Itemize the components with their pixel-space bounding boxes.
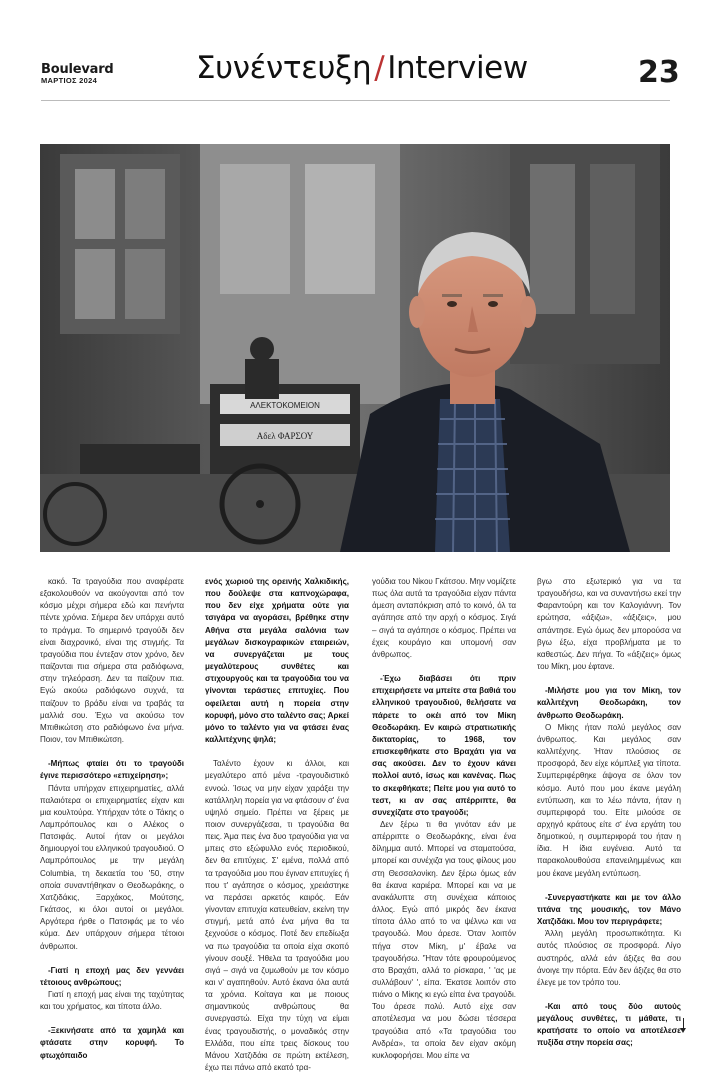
section-separator: / — [374, 50, 385, 86]
section-title-greek: Συνέντευξη — [196, 50, 372, 86]
paragraph: Ταλέντο έχουν κι άλλοι, και μεγαλύτερο από μένα -τραγουδιστικό εννοώ. Ίσως να μην είχαν χαράξει την κατάλληλη πορεία για να φτάσουν σ' ένα υψηλό σημείο. Πρέπει να ξέρεις με ποιον συνεργάζεσαι, τι τραγούδια θα πεις. Άμα πεις ένα δυο τραγούδια για να μπεις στο εξώφυλλο ενός περιοδικού, δεν θα επιτύχεις. Σ' εμένα, πολλά από τα τραγούδια μου που έγιναν επιτυχίες ή που τ' αγάπησε ο κόσμος, χρειάστηκε να περάσει αρκετός καιρός. Εάν γίνονταν επιτυχία κατευθείαν, εκείνη την στιγμή, μετά από ένα μήνα θα τα ξεχνούσε ο κόσμος. Ποτέ δεν επεδίωξα να πω τραγούδια τα οποία είχα σκοπό γίνουν σουξέ. Ήθελα τα τραγούδια μου σιγά – σιγά να ζυμωθούν με τον κόσμο και ν' αγαπηθούν. Αυτό έκανα όλα αυτά τα χρόνια. Κοίταγα και με ποιους σημαντικούς ανθρώπους θα συνεργαστώ. Είχα την τύχη να είμαι ένας τραγουδιστής, ο μοναδικός στην Ελλάδα, που είπε τρεις δίσκους του Μάνου Χατζιδάκι σε πρώτη εκτέλεση, έχω πει πάνω από εκατό τρα- — [205, 759, 349, 1073]
header-divider — [41, 100, 670, 101]
paragraph: κακό. Τα τραγούδια που αναφέρατε εξακολουθούν να ακούγονται από τον κόσμο μέχρι σήμερα εδώ και πενήντα πέντε χρόνια. Σήμερα δεν υπάρχει αυτό το πράγμα. Το σημερινό τραγούδι δεν είναι διαχρονικό, είναι της στιγμής. Τα τραγούδια που έντεξαν στον χρόνο, δεν παίζονται πια σήμερα στα ραδιόφωνα, στην τηλεόραση. Δεν τα παίζουν πια. Εγώ ακούω ραδιόφωνο συχνά, τα παίζουν το βράδυ είναι να τραβάς τα μαλλιά σου. Έχω να ακούσω τον Μπιθικώτση στο ραδιόφωνο ένα μήνα. Ποιον, τον Μπιθικώτση. — [40, 577, 184, 745]
paragraph: γούδια του Νίκου Γκάτσου. Μην νομίζετε πως όλα αυτά τα τραγούδια είχαν πάντα άμεση ανταπόκριση από το κοινό, όλ τα αγάπησε από την αρχή ο κόσμος. Σιγά – σιγά τα αγάπησε ο κόσμος. Πρέπει να έχεις κουράγιο και υπομονή σαν άνθρωπος. — [372, 577, 516, 659]
photo-illustration — [40, 144, 670, 552]
interview-question: -Γιατί η εποχή μας δεν γεννάει τέτοιους ανθρώπους; — [40, 965, 184, 987]
paragraph: Ο Μίκης ήταν πολύ μεγάλος σαν άνθρωπος. Και μεγάλος σαν καλλιτέχνης. Ήταν πλούσιος σε προσφορά, δεν είχε κόμπλεξ για τίποτα. Συμπεριφέρθηκε άψογα σε όλον τον κόσμο. Αυτό που μου έκανε μεγάλη εντύπωση, και το λέω πάντα, ήταν η συμπεριφορά του. Είτε μιλούσε σε αρχηγό κράτους είτε σ' ένα εργάτη του δημοτικού, η συμπεριφορά του ήταν η ίδια. Η ίδια ευγένεια. Αυτό τα παρακολουθούσα επανειλημμένως και μου έκανε μεγάλη εντύπωση. — [537, 722, 681, 878]
interview-question: -Ξεκινήσατε από τα χαμηλά και φτάσατε στην κορυφή. Το φτωχόπαιδο — [40, 1026, 184, 1060]
column-4 — [537, 576, 681, 1050]
interview-question-continued: ενός χωριού της ορεινής Χαλκιδικής, που δούλεψε στα καπνοχώραφα, που δεν είχε χρήματα ούτε για τσιγάρα να αγοράσει, βρέθηκε στην Αθήνα στα μεγάλα σαλόνια των μεγάλων δισκογραφικών εταιρειών, να συνεργάζεται με τους μεγαλύτερους συνθέτες και στιχουργούς και τα τραγούδια του να γίνονται τεράστιες επιτυχίες. Που οφείλεται αυτή η πορεία στην κορυφή, μόνο στο ταλέντο σας; Αρκεί μόνο το ταλέντο για να φτάσει ένας καλλιτέχνης ψηλά; — [205, 577, 349, 745]
interview-question: -Μήπως φταίει ότι το τραγούδι έγινε περισσότερο «επιχείρηση»; — [40, 759, 184, 781]
column-3 — [372, 576, 516, 1062]
paragraph: Δεν ξέρω τι θα γινόταν εάν με απέρριπτε ο Θεοδωράκης, είναι ένα δίλημμα αυτό. Μπορεί να σταματούσα, μπορεί και συνέχιζα για τους φίλους μου στη Θεσσαλονίκη. Δεν ξέρω όμως εάν θα έκανα καριέρα. Μπορεί και να με ανακάλυπτε στη συνέχεια κάποιος άλλος. Εγώ από μικρός δεν έκανα τίποτα άλλο από το να ψέλνω και να τραγουδώ. Μου άρεσε. Όταν λοιπόν πήγα στον Μίκη, μ' έβαλε να τραγουδήσω. 'Ήταν τότε φρουρούμενος στο Βραχάτι, αλλά το ρίσκαρα, ' 'ας με συλλάβουν' ', είπα. Έκατσε λοιπόν στο πιάνο ο Μίκης κι εγώ είπα ένα τραγούδι. Του άρεσε πολύ. Αυτό είχε σαν αποτέλεσμα να μου δώσει τέσσερα τραγούδια από «Τα τραγούδια του Ανδρέα», τα οποία δεν είχαν ακόμη κυκλοφορήσει. Μου είπε να — [372, 819, 516, 1060]
cart-sign-bottom: Αδελ ΦΑΡΣΟΥ — [256, 431, 314, 441]
portrait-photo — [40, 144, 670, 552]
continue-arrow-icon — [683, 1018, 684, 1030]
section-title-english: Interview — [387, 50, 528, 86]
issue-date: ΜΑΡΤΙΟΣ 2024 — [41, 76, 98, 85]
section-title — [196, 50, 528, 86]
page-number: 23 — [638, 55, 680, 90]
paragraph: Γιατί η εποχή μας είναι της ταχύτητας και του χρήματος, και τίποτα άλλο. — [40, 990, 184, 1012]
interview-question: -Έχω διαβάσει ότι πριν επιχειρήσετε να μπείτε στα βαθιά του ελληνικού τραγουδιού, θελήσατε να πάρετε το οκέι από τον Μίκη Θεοδωράκη. Εν καιρώ στρατιωτικής δικτατορίας, το 1968, τον επισκεφθήκατε στο Βραχάτι για να σας ακούσει. Δεν το έχουν κάνει πολλοί αυτό, ίσως και κανένας. Πως το σκεφθήκατε; Πείτε μου για αυτό το τεστ, κι αν σας απέρριπτε, θα συνεχίζατε στο τραγούδι; — [372, 674, 516, 817]
column-2 — [205, 576, 349, 1074]
page-header — [0, 0, 711, 100]
interview-question: -Συνεργαστήκατε και με τον άλλο τιτάνα της μουσικής, τον Μάνο Χατζιδάκι. Μου τον περιγράφετε; — [537, 892, 681, 927]
paragraph: βγω στο εξωτερικό για να τα τραγουδήσω, και να συναντήσω εκεί την Φαραντούρη και τον Καλογιάννη. Τον ερώτησα, «άξιζω», «άξιζεις», μου απάντησε. Εγώ όμως δεν μπορούσα να βγω έξω, είχα προβλήματα με το καθεστώς. Δεν πήγα. Το «άξιζεις» όμως του Μίκη, μου έφτανε. — [537, 577, 681, 672]
interview-question: -Και από τους δύο αυτούς μεγάλους συνθέτες, τι μάθατε, τι κρατήσατε το οποίο να αποτέλεσε πυξίδα στην πορεία σας; — [537, 1002, 681, 1048]
interview-question: -Μιλήστε μου για τον Μίκη, τον καλλιτέχνη Θεοδωράκη, τον άνθρωπο Θεοδωράκη. — [537, 686, 681, 720]
magazine-brand: Boulevard — [41, 62, 114, 77]
article-body — [40, 576, 681, 1073]
cart-sign-top: ΑΛΕΚΤΟΚΟΜΕΙΟΝ — [250, 401, 320, 410]
paragraph: Άλλη μεγάλη προσωπικότητα. Κι αυτός πλούσιος σε προσφορά. Λίγο αυστηρός, αλλά εάν άξιζες θα σου άνοιγε την πόρτα. Εάν δεν άξιζες θα στο έλεγε με τον τρόπο του. — [537, 929, 681, 987]
paragraph: Πάντα υπήρχαν επιχειρηματίες, αλλά παλαιότερα οι επιχειρηματίες είχαν και μια κουλτούρα. Υπήρχαν τότε ο Τάκης ο Λαμπρόπουλος και ο Αλέκος ο Πατσιφάς. Αυτοί ήταν οι μεγάλοι δημιουργοί του ελληνικού τραγουδιού. Ο Λαμπρόπουλος με την μεγάλη Columbia, τη δεκαετία του '50, στην οποία συναντήθηκαν ο Θεοδωράκης, ο Χατζιδάκις, Ξαρχάκος, Μούτσης, Γκάτσος, κι όλοι αυτοί οι μεγάλοι. Αργότερα ήρθε ο Πατσιφάς με το νέο κύμα. Δεν υπάρχουν σήμερα τέτοιοι άνθρωποι. — [40, 783, 184, 951]
column-1 — [40, 576, 184, 1062]
